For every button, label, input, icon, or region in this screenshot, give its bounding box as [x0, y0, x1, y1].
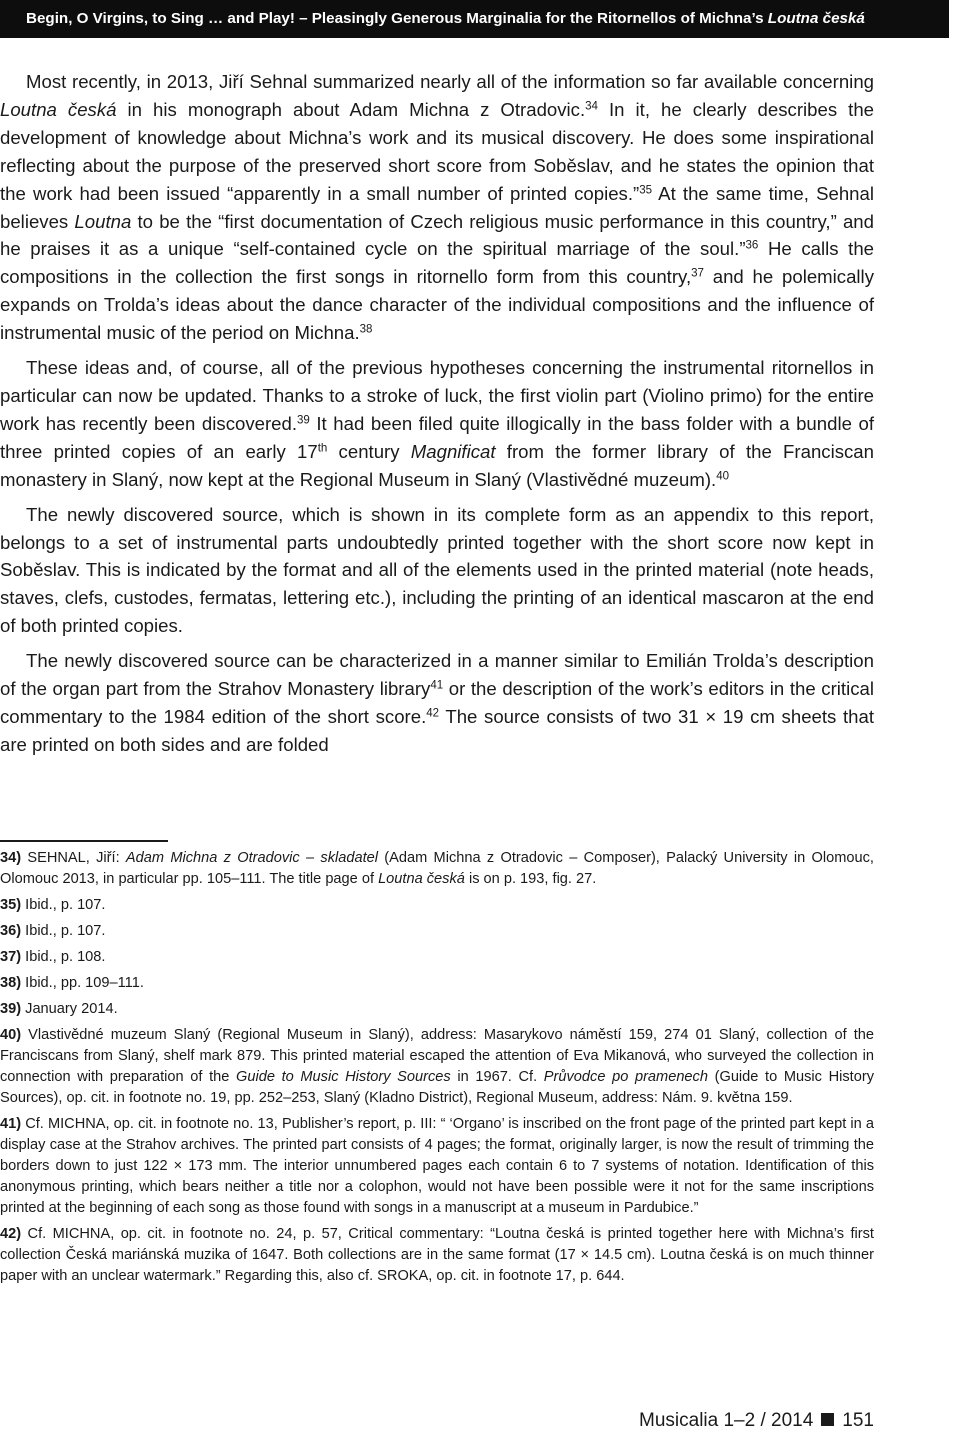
footnote-35 — [0, 895, 874, 916]
text-run: The source consists of two 31 × 19 cm sheets that are printed on both sides and are folded — [0, 705, 874, 755]
footnote-37 — [0, 947, 874, 968]
footnote-ref: 35 — [639, 183, 653, 196]
text-run: Ibid., pp. 109–111. — [21, 975, 144, 991]
footnote-ref: 34 — [585, 100, 598, 113]
text-run: Most recently, in 2013, Jiří Sehnal summarized nearly all of the information so far available concerning — [26, 71, 874, 92]
paragraph-2 — [0, 354, 874, 494]
running-header-title: Begin, O Virgins, to Sing … and Play! – Pleasingly Generous Marginalia for the Ritornellos of Michna’s — [26, 10, 768, 27]
italic-title: Loutna — [74, 210, 132, 232]
text-run: and he polemically expands on Trolda’s ideas about the dance character of the individual compositions and the influence of instrumental music of the period on Michna. — [0, 266, 874, 344]
text-run: Ibid., p. 107. — [21, 897, 106, 913]
footnote-42 — [0, 1224, 874, 1287]
running-header-title-italic: Loutna česká — [767, 10, 865, 27]
footnote-36 — [0, 921, 874, 942]
footnote-number: 36) — [0, 923, 22, 939]
footnote-ref: 40 — [716, 470, 730, 482]
footnote-number: 35) — [0, 897, 22, 913]
text-run: (Guide to Music History Sources), op. cit. in footnote no. 19, pp. 252–253, Slaný (Kladno District), Regional Museum, address: Nám. 9. května 159. — [0, 1069, 874, 1106]
footnotes — [0, 848, 874, 1292]
text-run: SEHNAL, Jiří: — [21, 850, 126, 866]
footnote-number: 41) — [0, 1116, 22, 1132]
footnote-ref: 41 — [430, 679, 444, 692]
footnote-number: 34) — [0, 850, 22, 866]
text-run: At the same time, Sehnal believes — [0, 182, 874, 232]
journal-issue: Musicalia 1–2 / 2014 — [639, 1410, 814, 1431]
italic-title: Adam Michna z Otradovic – skladatel — [125, 850, 378, 866]
footnote-number: 39) — [0, 1001, 22, 1017]
italic-title: Guide to Music History Sources — [236, 1069, 451, 1085]
ordinal-suffix: th — [317, 442, 328, 455]
footnote-34 — [0, 848, 874, 890]
footnote-ref: 37 — [691, 267, 704, 280]
paragraph-3 — [0, 501, 874, 641]
text-run: He calls the compositions in the collection the first songs in ritornello form from this country, — [0, 238, 874, 288]
text-run: (Adam Michna z Otradovic – Composer), Palacký University in Olomouc, Olomouc 2013, in particular pp. 105–111. The title page of — [0, 850, 874, 887]
running-header-edge — [948, 0, 960, 38]
text-run: In it, he clearly describes the development of knowledge about Michna’s work and its musical discovery. He does some inspirational reflecting about the purpose of the preserved short score from Soběslav, and he states the opinion that the work had been issued “apparently in a small number of printed copies.” — [0, 98, 875, 204]
page-footer — [639, 1410, 874, 1432]
footnote-ref: 42 — [426, 707, 440, 720]
footnote-number: 40) — [0, 1027, 22, 1043]
text-run: or the description of the work’s editors in the critical commentary to the 1984 edition of the short score. — [0, 678, 874, 727]
paragraph-1 — [0, 68, 874, 347]
text-run: in 1967. Cf. — [450, 1069, 544, 1085]
text-run: These ideas and, of course, all of the previous hypotheses concerning the instrumental ritornellos in particular can now be updated. Thanks to a stroke of luck, the first violin part (Violino primo) for the entire work has recently been discovered. — [0, 357, 874, 434]
paragraph-4 — [0, 647, 874, 759]
footnote-ref: 36 — [745, 239, 759, 252]
footnote-separator — [0, 840, 168, 842]
text-run: It had been filed quite illogically in the bass folder with a bundle of three printed copies of an early 17 — [0, 412, 874, 462]
text-run: Cf. MICHNA, op. cit. in footnote no. 13, Publisher’s report, p. III: “ ‘Organo’ is inscribed on the front page of the printed part kept in a display case at the Strahov archives. The printed part consists of 4 pages; the format, originally larger, is now the result of trimming the borders down to just 122 × 173 mm. The interior unnumbered pages each contain 6 to 7 systems of notation. Identification of this anonymous printing, which bears neither a title nor a colophon, would not have been possible were it not for the same inscriptions printed at the beginning of each song as those found with songs in a manuscript at a museum in Pardubice.” — [0, 1116, 874, 1216]
footnote-39 — [0, 999, 874, 1020]
text-run: to be the “first documentation of Czech religious music performance in this country,” and he praises it as a unique “self-contained cycle on the spiritual marriage of the soul.” — [0, 210, 874, 260]
italic-title: Magnificat — [410, 440, 496, 462]
italic-title: Loutna česká — [378, 871, 465, 887]
text-run: in his monograph about Adam Michna z Otradovic. — [116, 98, 586, 120]
text-run: is on p. 193, fig. 27. — [464, 871, 597, 887]
footnote-ref: 38 — [359, 323, 373, 336]
text-run: January 2014. — [21, 1001, 118, 1017]
footnote-number: 38) — [0, 975, 22, 991]
footnote-ref: 39 — [297, 414, 310, 427]
footnote-number: 42) — [0, 1226, 22, 1242]
page-number: 151 — [842, 1410, 874, 1431]
text-run: Vlastivědné muzeum Slaný (Regional Museum in Slaný), address: Masarykovo náměstí 159, 274 01 Slaný, collection of the Franciscans from Slaný, shelf mark 879. This printed material escaped the attention of Eva Mikanová, who surveyed the collection in connection with preparation of the — [0, 1027, 874, 1085]
separator-square — [821, 1413, 834, 1426]
italic-title: Loutna česká — [0, 98, 117, 120]
text-run: Cf. MICHNA, op. cit. in footnote no. 24, p. 57, Critical commentary: “Loutna česká is printed together here with Michna’s first collection Česká mariánská muzika of 1647. Both collections are in the same format (17 × 14.5 cm). Loutna česká is on much thinner paper with an unclear watermark.” Regarding this, also cf. SROKA, op. cit. in footnote 17, p. 644. — [0, 1226, 874, 1284]
main-text — [0, 68, 874, 766]
footnote-41 — [0, 1114, 874, 1219]
italic-title: Průvodce po pramenech — [543, 1069, 708, 1085]
text-run: The newly discovered source, which is shown in its complete form as an appendix to this report, belongs to a set of instrumental parts undoubtedly printed together with the short score now kept in Soběslav. This is indicated by the format and all of the elements used in the printed material (note heads, staves, clefs, custodes, fermatas, lettering etc.), including the printing of an identical mascaron at the end of both printed copies. — [0, 503, 874, 637]
text-run: Ibid., p. 107. — [21, 923, 106, 939]
footnote-40 — [0, 1025, 874, 1109]
text-run: from the former library of the Franciscan monastery in Slaný, now kept at the Regional Museum in Slaný (Vlastivědné muzeum). — [0, 440, 874, 490]
text-run: century — [327, 440, 411, 462]
running-header — [0, 0, 948, 38]
footnote-38 — [0, 973, 874, 994]
text-run: The newly discovered source can be characterized in a manner similar to Emilián Trolda’s description of the organ part from the Strahov Monastery library — [0, 650, 874, 700]
footnote-number: 37) — [0, 949, 22, 965]
text-run: Ibid., p. 108. — [21, 949, 106, 965]
